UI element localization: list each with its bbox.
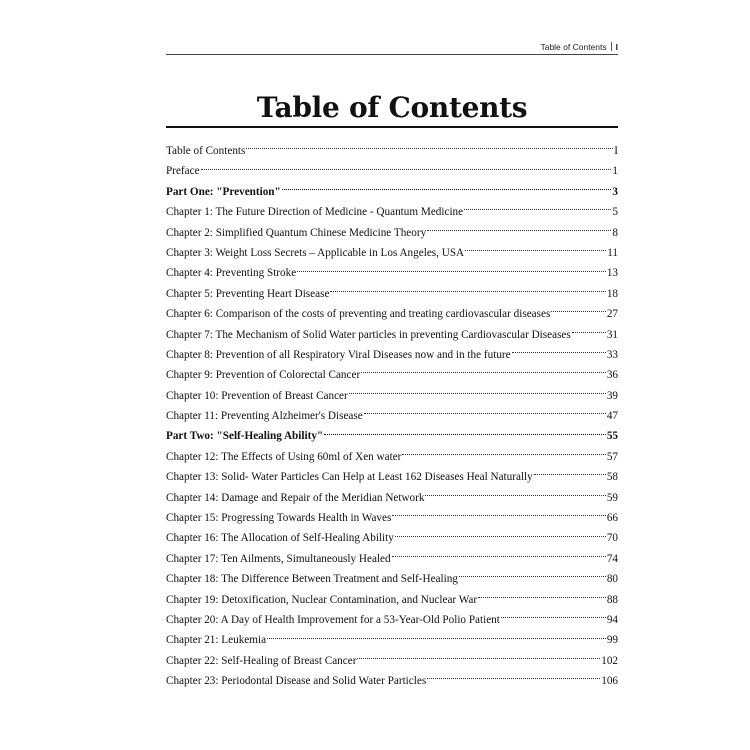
toc-dot-leader [330,290,605,292]
toc-entry-page: 74 [606,552,618,565]
toc-dot-leader [534,473,606,475]
toc-entry-label: Chapter 20: A Day of Health Improvement for a 53-Year-Old Polio Patient [166,613,500,626]
toc-entry-page: 88 [606,593,618,606]
toc-dot-leader [297,270,606,272]
toc-entry-label: Chapter 7: The Mechanism of Solid Water particles in preventing Cardiovascular Diseases [166,328,571,341]
toc-entry-label: Chapter 3: Weight Loss Secrets – Applicable in Los Angeles, USA [166,246,465,259]
running-header-title: Table of Contents [540,42,607,52]
running-header [166,41,618,54]
header-rule [166,54,618,55]
toc-dot-leader [465,249,606,251]
toc-entry-page: 94 [606,613,618,626]
toc-dot-leader [402,453,605,455]
toc-entry[interactable] [166,141,618,161]
toc-entry-label: Chapter 14: Damage and Repair of the Meridian Network [166,491,425,504]
toc-entry[interactable] [166,467,618,487]
toc-entry[interactable] [166,549,618,569]
toc-entry-page: 57 [606,450,618,463]
toc-dot-leader [267,637,606,639]
toc-entry-label: Chapter 22: Self-Healing of Breast Cancer [166,654,357,667]
toc-entry-page: 106 [601,675,618,688]
toc-entry-page: 80 [606,573,618,586]
toc-dot-leader [364,412,606,414]
toc-dot-leader [246,147,613,149]
toc-entry-label: Chapter 19: Detoxification, Nuclear Contamination, and Nuclear War [166,593,478,606]
toc-dot-leader [478,596,606,598]
toc-entry-label: Chapter 23: Periodontal Disease and Solid Water Particles [166,675,427,688]
toc-entry-page: 47 [606,410,618,423]
toc-entry[interactable] [166,386,618,406]
toc-entry[interactable] [166,651,618,671]
toc-entry-page: 18 [606,287,618,300]
toc-entry-page: 31 [606,328,618,341]
toc-entry-label: Chapter 1: The Future Direction of Medicine - Quantum Medicine [166,206,464,219]
toc-entry-page: 39 [606,389,618,402]
toc-entry[interactable] [166,345,618,365]
running-header-page-number: I [615,42,618,52]
toc-entry[interactable] [166,223,618,243]
toc-entry-page: 66 [606,512,618,525]
toc-entry-label: Chapter 18: The Difference Between Treatment and Self-Healing [166,573,458,586]
toc-entry-page: 8 [612,226,618,239]
toc-entry[interactable] [166,488,618,508]
toc-entry-label: Chapter 11: Preventing Alzheimer's Disease [166,410,363,423]
toc-entry-label: Chapter 4: Preventing Stroke [166,267,297,280]
toc-entry-label: Chapter 21: Leukemia [166,634,267,647]
toc-entry-page: I [614,145,618,157]
toc-dot-leader [201,168,612,170]
toc-entry-label: Preface [166,165,200,178]
toc-entry[interactable] [166,630,618,650]
toc-entry[interactable] [166,284,618,304]
toc-entry-label: Table of Contents [166,145,246,157]
toc-entry-label: Chapter 10: Prevention of Breast Cancer [166,389,348,402]
toc-entry-page: 99 [606,634,618,647]
toc-dot-leader [427,229,611,231]
toc-entry[interactable] [166,406,618,426]
toc-part-entry[interactable] [166,426,618,446]
toc-dot-leader [459,575,606,577]
toc-entry-page: 13 [606,267,618,280]
toc-entry-label: Part One: "Prevention" [166,185,281,198]
title-rule [166,126,618,128]
toc-dot-leader [361,371,606,373]
toc-dot-leader [349,392,606,394]
toc-entry[interactable] [166,569,618,589]
toc-entry[interactable] [166,365,618,385]
toc-dot-leader [425,494,605,496]
toc-entry[interactable] [166,304,618,324]
toc-entry-page: 55 [606,430,618,443]
toc-dot-leader [572,331,606,333]
toc-entry-page: 36 [606,369,618,382]
toc-entry[interactable] [166,263,618,283]
toc-dot-leader [395,535,606,537]
toc-entry-label: Part Two: "Self-Healing Ability" [166,430,324,443]
toc-entry[interactable] [166,671,618,691]
toc-entry-label: Chapter 17: Ten Ailments, Simultaneously Healed [166,552,391,565]
toc-entry[interactable] [166,508,618,528]
toc-entry-page: 11 [607,246,618,259]
toc-entry[interactable] [166,243,618,263]
toc-entry-label: Chapter 16: The Allocation of Self-Healing Ability [166,532,394,545]
toc-entry-label: Chapter 2: Simplified Quantum Chinese Medicine Theory [166,226,427,239]
toc-dot-leader [427,677,600,679]
toc-entry[interactable] [166,325,618,345]
toc-entry-page: 59 [606,491,618,504]
toc-dot-leader [282,188,612,190]
toc-entry-label: Chapter 12: The Effects of Using 60ml of Xen water [166,450,402,463]
toc-dot-leader [324,433,606,435]
toc-dot-leader [551,310,606,312]
toc-entry[interactable] [166,590,618,610]
toc-dot-leader [501,616,606,618]
toc-entry[interactable] [166,202,618,222]
toc-list [166,141,618,692]
toc-dot-leader [512,351,606,353]
toc-entry[interactable] [166,447,618,467]
toc-entry-label: Chapter 15: Progressing Towards Health in Waves [166,512,392,525]
toc-entry-page: 70 [606,532,618,545]
toc-entry[interactable] [166,610,618,630]
toc-entry-page: 1 [612,165,618,178]
toc-dot-leader [464,208,611,210]
toc-entry[interactable] [166,161,618,181]
toc-entry-label: Chapter 9: Prevention of Colorectal Cancer [166,369,361,382]
toc-entry-page: 33 [606,348,618,361]
toc-dot-leader [392,514,605,516]
page-title: Table of Contents [256,91,528,124]
toc-entry-label: Chapter 6: Comparison of the costs of preventing and treating cardiovascular diseases [166,308,551,321]
toc-entry-page: 5 [612,206,618,219]
toc-entry-page: 3 [612,185,618,198]
toc-dot-leader [357,657,600,659]
toc-entry-page: 27 [606,308,618,321]
toc-dot-leader [392,555,606,557]
toc-entry[interactable] [166,528,618,548]
toc-entry-page: 58 [606,471,618,484]
toc-entry-label: Chapter 5: Preventing Heart Disease [166,287,330,300]
toc-entry-page: 102 [601,654,618,667]
toc-entry-label: Chapter 13: Solid- Water Particles Can Help at Least 162 Diseases Heal Naturally [166,471,533,484]
toc-entry-label: Chapter 8: Prevention of all Respiratory Viral Diseases now and in the future [166,348,511,361]
running-header-separator [611,42,612,51]
toc-part-entry[interactable] [166,182,618,202]
